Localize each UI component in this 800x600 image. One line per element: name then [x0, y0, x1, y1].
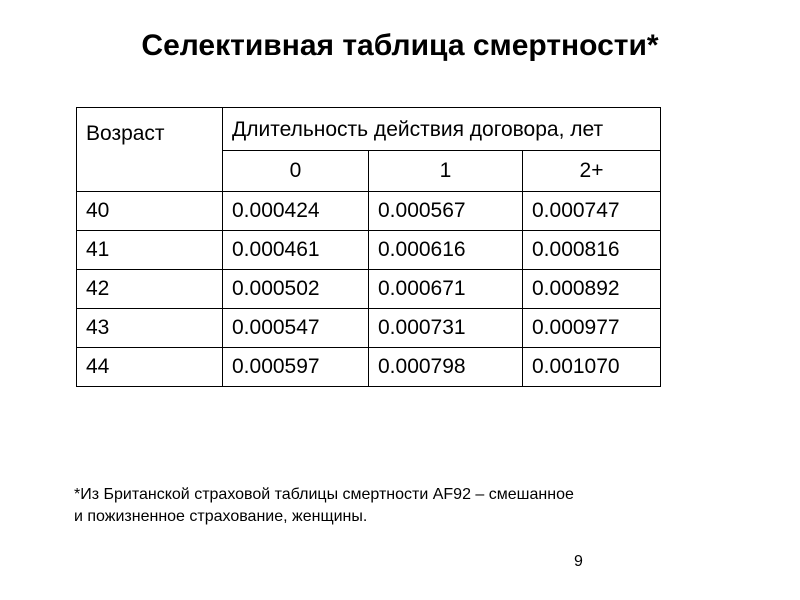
rate-cell: 0.000977: [523, 309, 661, 348]
rate-cell: 0.000547: [223, 309, 369, 348]
duration-column-0: 0: [223, 151, 369, 192]
rate-cell: 0.000461: [223, 231, 369, 270]
mortality-table: [76, 107, 661, 387]
table-row: [77, 192, 661, 231]
footnote-line-2: и пожизненное страхование, женщины.: [74, 508, 368, 525]
rate-cell: 0.000747: [523, 192, 661, 231]
rate-cell: 0.000424: [223, 192, 369, 231]
rate-cell: 0.000731: [369, 309, 523, 348]
rate-cell: 0.000502: [223, 270, 369, 309]
age-cell: 40: [77, 192, 223, 231]
duration-column-1: 1: [369, 151, 523, 192]
table-row: [77, 270, 661, 309]
rate-cell: 0.000798: [369, 348, 523, 387]
table-row: [77, 231, 661, 270]
page-number: 9: [574, 553, 583, 570]
age-cell: 42: [77, 270, 223, 309]
table-header-row: [77, 108, 661, 151]
rate-cell: 0.000892: [523, 270, 661, 309]
table-row: [77, 309, 661, 348]
age-cell: 43: [77, 309, 223, 348]
rate-cell: 0.001070: [523, 348, 661, 387]
table-row: [77, 348, 661, 387]
age-column-header: Возраст: [77, 108, 223, 192]
footnote-line-1: *Из Британской страховой таблицы смертности AF92 – смешанное: [74, 486, 574, 503]
rate-cell: 0.000597: [223, 348, 369, 387]
rate-cell: 0.000567: [369, 192, 523, 231]
rate-cell: 0.000616: [369, 231, 523, 270]
footnote: [74, 484, 774, 528]
duration-column-2plus: 2+: [523, 151, 661, 192]
slide-title: Селективная таблица смертности*: [141, 29, 659, 62]
rate-cell: 0.000671: [369, 270, 523, 309]
duration-column-header: Длительность действия договора, лет: [223, 108, 661, 151]
rate-cell: 0.000816: [523, 231, 661, 270]
age-cell: 44: [77, 348, 223, 387]
age-cell: 41: [77, 231, 223, 270]
